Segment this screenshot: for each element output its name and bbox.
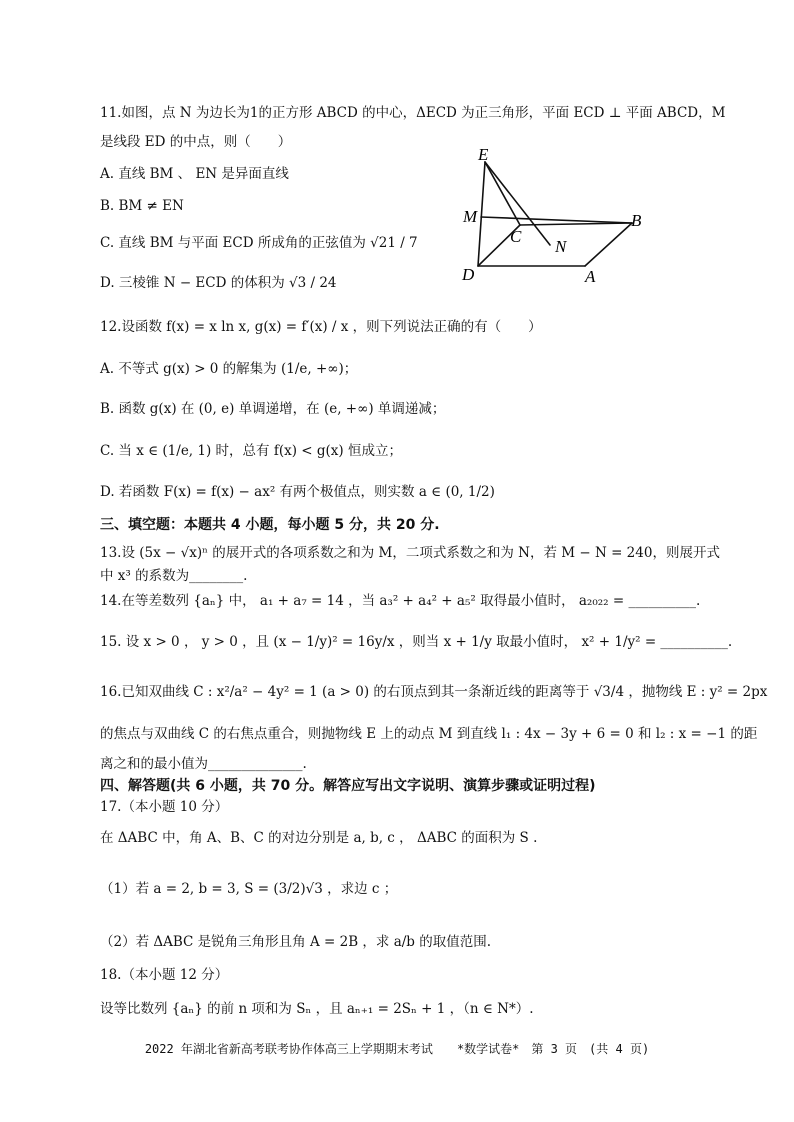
section-3-title: 三、填空题：本题共 4 小题，每小题 5 分，共 20 分.	[100, 517, 440, 533]
q12-option-d: D. 若函数 F(x) = f(x) − ax² 有两个极值点，则实数 a ∈ (0, 1/2)	[100, 484, 495, 500]
q13-line2: 中 x³ 的系数为________.	[100, 568, 248, 584]
q11-option-a: A. 直线 BM 、 EN 是异面直线	[100, 166, 289, 182]
q12-option-b: B. 函数 g(x) 在 (0, e) 单调递增，在 (e, +∞) 单调递减；	[100, 401, 446, 417]
q18-stem: 设等比数列 {aₙ} 的前 n 项和为 Sₙ ，且 aₙ₊₁ = 2Sₙ + 1 ，（n ∈ N*）.	[100, 1001, 534, 1017]
label-c: C	[510, 227, 522, 246]
q11-option-c: C. 直线 BM 与平面 ECD 所成角的正弦值为 √21 / 7	[100, 235, 418, 251]
page-footer: 2022 年湖北省新高考联考协作体高三上学期期末考试 *数学试卷* 第 3 页 (共 4 页)	[144, 1042, 650, 1056]
label-b: B	[631, 211, 642, 230]
q11-option-d: D. 三棱锥 N − ECD 的体积为 √3 / 24	[100, 275, 337, 291]
q18-heading: 18.（本小题 12 分）	[100, 967, 229, 983]
q17-part2: （2）若 ΔABC 是锐角三角形且角 A = 2B ，求 a/b 的取值范围.	[100, 934, 492, 950]
geometry-figure	[455, 140, 655, 290]
q16-line3: 离之和的最小值为______________.	[100, 756, 307, 772]
q12-option-a: A. 不等式 g(x) > 0 的解集为 (1/e, +∞)；	[100, 361, 358, 377]
q17-stem: 在 ΔABC 中，角 A、B、C 的对边分别是 a, b, c ， ΔABC 的面积为 S .	[100, 830, 538, 846]
edge-cb	[520, 223, 632, 225]
section-4-title: 四、解答题(共 6 小题，共 70 分。解答应写出文字说明、演算步骤或证明过程)	[100, 778, 596, 794]
segment-bm	[481, 217, 632, 223]
edge-ab	[585, 223, 632, 266]
q11-stem-line1: 11.如图，点 N 为边长为1的正方形 ABCD 的中心，ΔECD 为正三角形，平面 ECD ⊥ 平面 ABCD，M	[100, 105, 726, 121]
q11-option-b: B. BM ≠ EN	[100, 198, 184, 214]
q13-line1: 13.设 (5x − √x)ⁿ 的展开式的各项系数之和为 M，二项式系数之和为 N，若 M − N = 240，则展开式	[100, 545, 720, 561]
q12-stem: 12.设函数 f(x) = x ln x, g(x) = f′(x) / x ，则下列说法正确的有（ ）	[100, 319, 542, 335]
edge-ec	[485, 162, 520, 225]
label-d: D	[462, 265, 475, 284]
label-e: E	[478, 145, 489, 164]
q15: 15. 设 x > 0 ， y > 0 ，且 (x − 1/y)² = 16y/x ，则当 x + 1/y 取最小值时， x² + 1/y² = __________.	[100, 634, 733, 650]
label-n: N	[555, 237, 567, 256]
q12-option-c: C. 当 x ∈ (1/e, 1) 时，总有 f(x) < g(x) 恒成立；	[100, 443, 402, 459]
q16-line2: 的焦点与双曲线 C 的右焦点重合，则抛物线 E 上的动点 M 到直线 l₁ : 4x − 3y + 6 = 0 和 l₂ : x = −1 的距	[100, 726, 758, 742]
q14: 14.在等差数列 {aₙ} 中， a₁ + a₇ = 14 ，当 a₃² + a₄² + a₅² 取得最小值时， a₂₀₂₂ = __________.	[100, 593, 701, 609]
q11-stem-line2: 是线段 ED 的中点，则（ ）	[100, 134, 292, 150]
edge-ed	[478, 162, 485, 266]
label-m: M	[463, 207, 478, 226]
q17-heading: 17.（本小题 10 分）	[100, 799, 229, 815]
q16-line1: 16.已知双曲线 C : x²/a² − 4y² = 1 (a > 0) 的右顶点到其一条渐近线的距离等于 √3/4 ，抛物线 E : y² = 2px	[100, 684, 768, 700]
label-a: A	[585, 267, 596, 286]
q17-part1: （1）若 a = 2, b = 3, S = (3/2)√3 ，求边 c ；	[100, 881, 398, 897]
